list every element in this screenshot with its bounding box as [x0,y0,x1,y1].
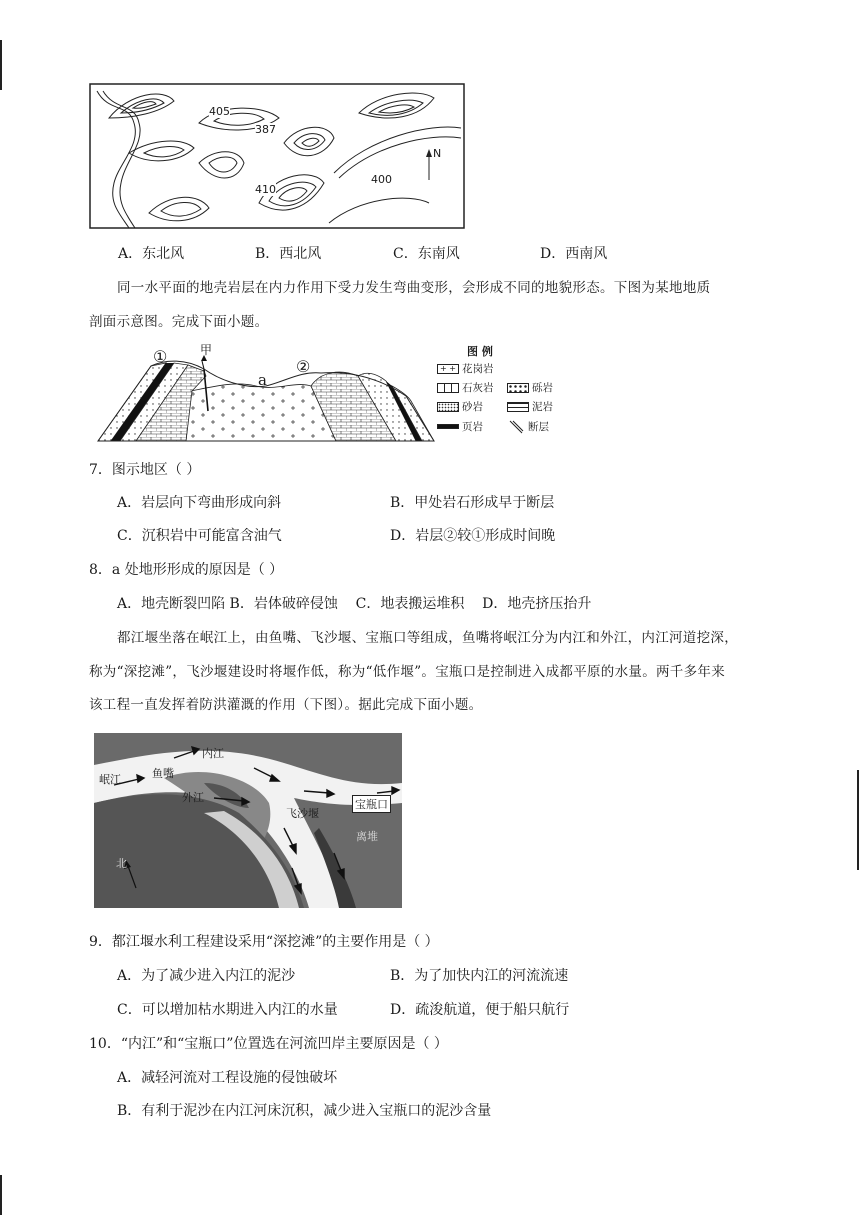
map-label-feishayan: 飞沙堰 [286,807,319,820]
contour-label-410: 410 [255,183,276,196]
north-label: N [433,147,442,160]
legend-title: 图 例 [467,345,493,358]
dujiangyan-intro-line3: 该工程一直发挥着防洪灌溉的作用（下图）。据此完成下面小题。 [89,697,483,713]
legend-shale [437,419,483,434]
contour-label-387: 387 [255,123,276,136]
map-label-baopingkou: 宝瓶口 [352,795,391,813]
geology-legend [437,343,557,443]
q8-stem: 8．a 处地形形成的原因是（ ） [89,562,284,578]
fault-symbol-icon [507,420,525,434]
q6-option-c: C．东南风 [393,246,460,262]
legend-conglomerate [507,380,553,395]
legend-mudstone [507,399,553,414]
legend-fault [507,419,549,434]
geology-intro-line2: 剖面示意图。完成下面小题。 [89,314,269,330]
mudstone-swatch [507,402,529,412]
q6-option-a: A．东北风 [118,246,185,262]
q7-stem: 7．图示地区（ ） [89,462,201,478]
q7-option-b: B．甲处岩石形成早于断层 [390,495,555,511]
q7-option-d: D．岩层②较①形成时间晚 [390,528,556,544]
legend-granite-label: 花岗岩 [462,363,494,375]
dujiangyan-map-figure [94,733,402,908]
map-label-north: 北 [116,857,127,870]
legend-limestone-label: 石灰岩 [462,382,494,394]
map-label-waijiang: 外江 [182,791,204,804]
contour-label-405: 405 [209,105,230,118]
q7-option-a: A．岩层向下弯曲形成向斜 [117,495,282,511]
geology-intro-line1: 同一水平面的地壳岩层在内力作用下受力发生弯曲变形，会形成不同的地貌形态。下图为某地地质 [117,280,711,296]
q10-option-b: B．有利于泥沙在内江河床沉积，减少进入宝瓶口的泥沙含量 [117,1103,492,1119]
q8-options: A．地壳断裂凹陷 B．岩体破碎侵蚀 C．地表搬运堆积 D．地壳挤压抬升 [117,596,592,612]
q9-option-d: D．疏浚航道，便于船只航行 [390,1002,570,1018]
dujiangyan-intro-line2: 称为“深挖滩”，飞沙堰建设时将堰作低，称为“低作堰”。宝瓶口是控制进入成都平原的水量。两千多年来 [89,664,726,680]
map-label-minjiang: 岷江 [99,773,121,786]
q9-option-b: B．为了加快内江的河流流速 [390,968,569,984]
legend-fault-label: 断层 [528,421,549,433]
legend-limestone [437,380,494,395]
contour-label-400: 400 [371,173,392,186]
label-2: ② [296,357,311,376]
legend-sandstone-label: 砂岩 [462,401,483,413]
binding-mark-bottom [0,1175,2,1215]
q9-stem: 9．都江堰水利工程建设采用“深挖滩”的主要作用是（ ） [89,934,439,950]
legend-conglomerate-label: 砾岩 [532,382,553,394]
geology-section [96,341,436,443]
map-label-lidui: 离堆 [356,830,378,843]
label-1: ① [153,347,168,366]
q6-option-b: B．西北风 [255,246,322,262]
sandstone-swatch [437,402,459,412]
granite-swatch: + + [437,364,459,374]
contour-map-figure [89,83,465,229]
dujiangyan-map [94,733,402,908]
legend-sandstone [437,399,483,414]
label-a: a [258,371,267,389]
conglomerate-swatch [507,383,529,393]
map-label-yuzui: 鱼嘴 [152,767,174,780]
shale-swatch [437,424,459,429]
q6-option-d: D．西南风 [540,246,608,262]
q10-stem: 10．“内江”和“宝瓶口”位置选在河流凹岸主要原因是（ ） [89,1036,448,1052]
right-edge-mark [857,770,859,870]
dujiangyan-intro-line1: 都江堰坐落在岷江上，由鱼嘴、飞沙堰、宝瓶口等组成，鱼嘴将岷江分为内江和外江，内江河道挖深， [117,630,738,646]
label-jia: 甲 [200,343,213,357]
legend-granite [437,361,494,376]
limestone-swatch [437,383,459,393]
binding-mark-top [0,40,2,90]
q7-option-c: C．沉积岩中可能富含油气 [117,528,282,544]
q9-option-a: A．为了减少进入内江的泥沙 [117,968,296,984]
contour-map [89,83,465,229]
q10-option-a: A．减轻河流对工程设施的侵蚀破坏 [117,1070,338,1086]
legend-shale-label: 页岩 [462,421,483,433]
q9-option-c: C．可以增加枯水期进入内江的水量 [117,1002,338,1018]
geology-section-figure [96,341,436,443]
legend-mudstone-label: 泥岩 [532,401,553,413]
map-label-neijiang: 内江 [202,747,224,760]
